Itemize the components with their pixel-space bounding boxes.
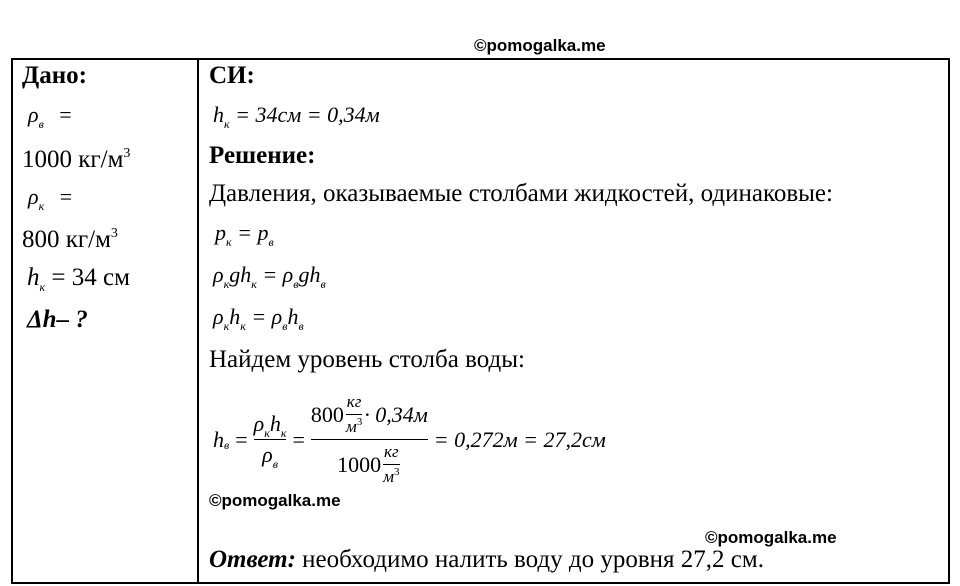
solution-table xyxy=(11,58,950,584)
unit-fraction-top: $\frac{кг}{м^3}$ xyxy=(345,392,363,436)
given-find: Δh– ? xyxy=(27,306,88,333)
answer-line xyxy=(209,546,764,574)
given-rho-kerosene: $\rho_к$ = xyxy=(28,184,73,213)
answer-text: необходимо налить воду до уровня 27,2 см. xyxy=(295,546,764,573)
rho-sub: в xyxy=(38,117,44,131)
given-rho-water-value: 1000 $кг/м^3$ xyxy=(22,146,131,173)
solution-heading: Решение: xyxy=(209,142,316,169)
column-divider xyxy=(197,60,199,582)
given-rho-water xyxy=(28,102,72,131)
equals-sign: = xyxy=(59,102,72,127)
equation-pressures: $p_к = p_в$ xyxy=(215,220,274,249)
symbolic-fraction: $\frac{\rho_кh_к}{\rho_в}$ xyxy=(253,411,287,471)
equation-rho-h: $\rho_кh_к = \rho_вh_в$ xyxy=(213,304,304,333)
find-water-level: Найдем уровень столба воды: xyxy=(209,346,525,373)
si-heading: СИ: xyxy=(209,62,255,89)
watermark-bottom: ©pomogalka.me xyxy=(705,528,837,547)
watermark-top: ©pomogalka.me xyxy=(474,36,606,55)
watermark-middle: ©pomogalka.me xyxy=(209,491,341,510)
numeric-fraction: 800 $\frac{кг}{м^3}$ · 0,34м 1000 $\frac{кг}{м^3}$ xyxy=(310,392,428,486)
rho-symbol: ρ xyxy=(28,102,39,127)
si-conversion: $h_к = 34см = 0,34м$ xyxy=(213,102,380,131)
unit-fraction-bottom: $\frac{кг}{м^3}$ xyxy=(383,442,400,486)
given-height: $h_к = 34$ см xyxy=(27,264,130,294)
given-rho-kerosene-value: 800 $кг/м^3$ xyxy=(22,226,118,253)
answer-label: Ответ: xyxy=(209,546,296,573)
main-formula: h в = $\frac{\rho_кh_к}{\rho_в}$ = 800 $\frac{кг}{м^3}$ · 0,34м 1000 $\frac{кг}{м^3}$ = 0,272м = 27,2см xyxy=(213,392,606,486)
equation-rho-g-h: $\rho_кgh_к = \rho_вgh_в$ xyxy=(213,262,326,291)
given-heading: Дано: xyxy=(22,62,87,89)
formula-result: = 0,272м = 27,2см xyxy=(433,426,606,452)
solution-statement: Давления, оказываемые столбами жидкостей, одинаковые: xyxy=(209,180,833,207)
